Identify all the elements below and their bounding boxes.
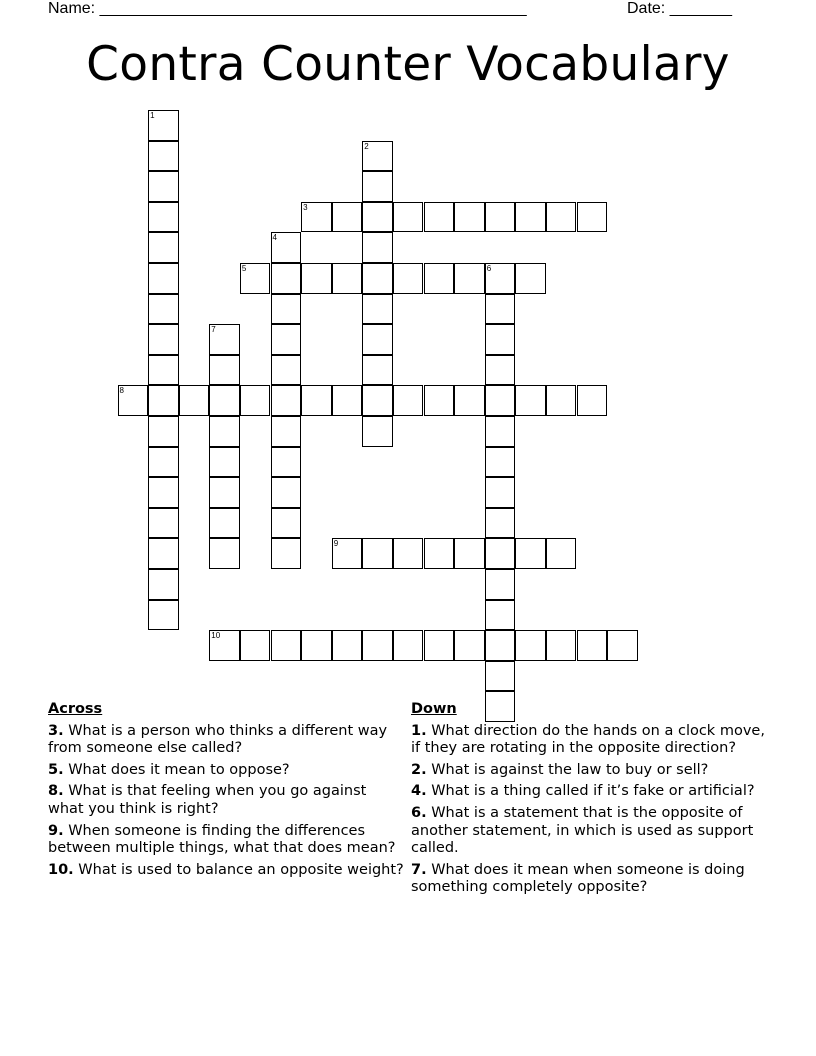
down-clues (411, 701, 771, 901)
clue-text: What is against the law to buy or sell? (426, 761, 709, 778)
grid-cell[interactable] (179, 385, 210, 416)
grid-cell[interactable] (301, 263, 332, 294)
cell-number: 5 (241, 264, 247, 273)
cell-number: 2 (364, 141, 369, 151)
across-clues (48, 701, 406, 883)
grid-cell[interactable] (209, 385, 240, 416)
grid-cell[interactable] (546, 538, 577, 569)
clue-number: 2. (411, 761, 427, 778)
grid-cell[interactable] (148, 171, 179, 202)
page-title: Contra Counter Vocabulary (86, 37, 730, 92)
grid-cell[interactable] (148, 355, 179, 386)
grid-cell[interactable] (454, 263, 485, 294)
grid-cell[interactable] (546, 385, 577, 416)
grid-cell[interactable] (301, 630, 332, 661)
clue-number: 8. (48, 783, 64, 800)
cell-number: 1 (150, 111, 155, 120)
grid-cell[interactable] (271, 416, 302, 447)
grid-cell[interactable] (148, 263, 179, 294)
grid-cell[interactable] (209, 355, 240, 386)
grid-cell[interactable] (332, 538, 363, 569)
grid-cell[interactable] (362, 385, 393, 416)
grid-cell[interactable] (485, 477, 516, 508)
down-clue (411, 723, 771, 758)
grid-cell[interactable] (424, 385, 455, 416)
grid-cell[interactable] (332, 630, 363, 661)
grid-cell[interactable] (485, 508, 516, 539)
clue-text: What does it mean when someone is doing something completely opposite? (411, 861, 745, 896)
grid-cell[interactable] (148, 141, 179, 172)
grid-cell[interactable] (301, 202, 332, 233)
grid-cell[interactable] (485, 355, 516, 386)
grid-cell[interactable] (240, 385, 271, 416)
grid-cell[interactable] (301, 385, 332, 416)
clue-text: What is that feeling when you go against what you think is right? (48, 783, 367, 817)
grid-cell[interactable] (209, 538, 240, 569)
grid-cell[interactable] (148, 416, 179, 447)
clue-text: When someone is finding the differences between multiple things, what that does mean? (48, 822, 396, 857)
grid-cell[interactable] (209, 630, 240, 661)
grid-cell[interactable] (271, 355, 302, 386)
grid-cell[interactable] (332, 202, 363, 233)
grid-cell[interactable] (271, 447, 302, 478)
grid-cell[interactable] (393, 630, 424, 661)
cell-number: 10 (211, 631, 221, 641)
grid-cell[interactable] (148, 600, 179, 631)
name-field-label[interactable]: Name: ________________________________________________ (48, 0, 527, 17)
cell-number: 6 (486, 264, 492, 273)
grid-cell[interactable] (362, 263, 393, 294)
grid-cell[interactable] (546, 202, 577, 233)
clue-number: 7. (411, 861, 427, 878)
clue-text: What direction do the hands on a clock move, if they are rotating in the opposite direction? (411, 722, 765, 757)
grid-cell[interactable] (209, 324, 240, 355)
grid-cell[interactable] (485, 661, 516, 692)
grid-cell[interactable] (393, 202, 424, 233)
clue-text: What does it mean to oppose? (63, 761, 290, 778)
grid-cell[interactable] (209, 508, 240, 539)
grid-cell[interactable] (362, 141, 393, 172)
grid-cell[interactable] (515, 263, 546, 294)
grid-cell[interactable] (485, 385, 516, 416)
grid-cell[interactable] (485, 294, 516, 325)
grid-cell[interactable] (362, 538, 393, 569)
grid-cell[interactable] (362, 232, 393, 263)
grid-cell[interactable] (485, 202, 516, 233)
grid-cell[interactable] (209, 447, 240, 478)
grid-cell[interactable] (148, 385, 179, 416)
grid-cell[interactable] (454, 202, 485, 233)
across-heading: Across (48, 701, 103, 717)
grid-cell[interactable] (454, 630, 485, 661)
cell-number: 7 (211, 325, 216, 335)
grid-cell[interactable] (485, 630, 516, 661)
across-clue (48, 723, 406, 758)
grid-cell[interactable] (332, 263, 363, 294)
grid-cell[interactable] (271, 263, 302, 294)
grid-cell[interactable] (148, 447, 179, 478)
grid-cell[interactable] (148, 477, 179, 508)
grid-cell[interactable] (148, 202, 179, 233)
grid-cell[interactable] (577, 202, 608, 233)
clue-number: 6. (411, 804, 427, 821)
grid-cell[interactable] (148, 538, 179, 569)
grid-cell[interactable] (424, 263, 455, 294)
clue-number: 10. (48, 861, 74, 878)
grid-cell[interactable] (271, 630, 302, 661)
across-clue (48, 762, 406, 780)
grid-cell[interactable] (454, 538, 485, 569)
clue-number: 4. (411, 783, 427, 800)
grid-cell[interactable] (271, 385, 302, 416)
grid-cell[interactable] (271, 232, 302, 263)
across-clue (48, 862, 406, 880)
across-clue (48, 783, 406, 818)
grid-cell[interactable] (240, 630, 271, 661)
grid-cell[interactable] (515, 385, 546, 416)
clue-number: 1. (411, 722, 427, 739)
grid-cell[interactable] (362, 202, 393, 233)
grid-cell[interactable] (393, 385, 424, 416)
grid-cell[interactable] (485, 600, 516, 631)
down-clue (411, 862, 771, 897)
grid-cell[interactable] (454, 385, 485, 416)
date-field-label[interactable]: Date: _______ (627, 0, 732, 17)
grid-cell[interactable] (515, 630, 546, 661)
down-clue (411, 805, 771, 858)
grid-cell[interactable] (424, 202, 455, 233)
grid-cell[interactable] (362, 171, 393, 202)
grid-cell[interactable] (485, 538, 516, 569)
across-clue (48, 823, 406, 858)
grid-cell[interactable] (271, 324, 302, 355)
grid-cell[interactable] (209, 416, 240, 447)
grid-cell[interactable] (271, 477, 302, 508)
grid-cell[interactable] (148, 294, 179, 325)
grid-cell[interactable] (148, 508, 179, 539)
grid-cell[interactable] (577, 630, 608, 661)
grid-cell[interactable] (485, 324, 516, 355)
grid-cell[interactable] (118, 385, 149, 416)
grid-cell[interactable] (393, 538, 424, 569)
clue-text: What is used to balance an opposite weight? (73, 861, 404, 878)
grid-cell[interactable] (362, 294, 393, 325)
grid-cell[interactable] (424, 538, 455, 569)
down-clue (411, 783, 771, 801)
grid-cell[interactable] (577, 385, 608, 416)
grid-cell[interactable] (362, 416, 393, 447)
clue-text: What is a thing called if it’s fake or artificial? (426, 783, 755, 800)
down-heading: Down (411, 701, 457, 717)
grid-cell[interactable] (148, 110, 179, 141)
grid-cell[interactable] (607, 630, 638, 661)
grid-cell[interactable] (271, 538, 302, 569)
cell-number: 3 (303, 202, 308, 212)
grid-cell[interactable] (148, 569, 179, 600)
grid-cell[interactable] (362, 630, 393, 661)
grid-cell[interactable] (271, 508, 302, 539)
grid-cell[interactable] (485, 263, 516, 294)
grid-cell[interactable] (546, 630, 577, 661)
grid-cell[interactable] (209, 477, 240, 508)
grid-cell[interactable] (332, 385, 363, 416)
clue-number: 9. (48, 822, 64, 839)
grid-cell[interactable] (485, 569, 516, 600)
grid-cell[interactable] (240, 263, 271, 294)
grid-cell[interactable] (424, 630, 455, 661)
grid-cell[interactable] (148, 232, 179, 263)
clue-text: What is a person who thinks a different way from someone else called? (48, 722, 388, 757)
clue-number: 5. (48, 761, 64, 778)
cell-number: 9 (333, 539, 339, 549)
clue-number: 3. (48, 722, 64, 739)
clue-text: What is a statement that is the opposite of another statement, in which is used as support called. (411, 804, 754, 857)
grid-cell[interactable] (148, 324, 179, 355)
grid-cell[interactable] (485, 416, 516, 447)
grid-cell[interactable] (271, 294, 302, 325)
grid-cell[interactable] (515, 538, 546, 569)
grid-cell[interactable] (393, 263, 424, 294)
cell-number: 4 (272, 233, 277, 243)
grid-cell[interactable] (515, 202, 546, 233)
grid-cell[interactable] (362, 324, 393, 355)
down-clue (411, 762, 771, 780)
grid-cell[interactable] (485, 447, 516, 478)
cell-number: 8 (119, 386, 124, 396)
grid-cell[interactable] (362, 355, 393, 386)
